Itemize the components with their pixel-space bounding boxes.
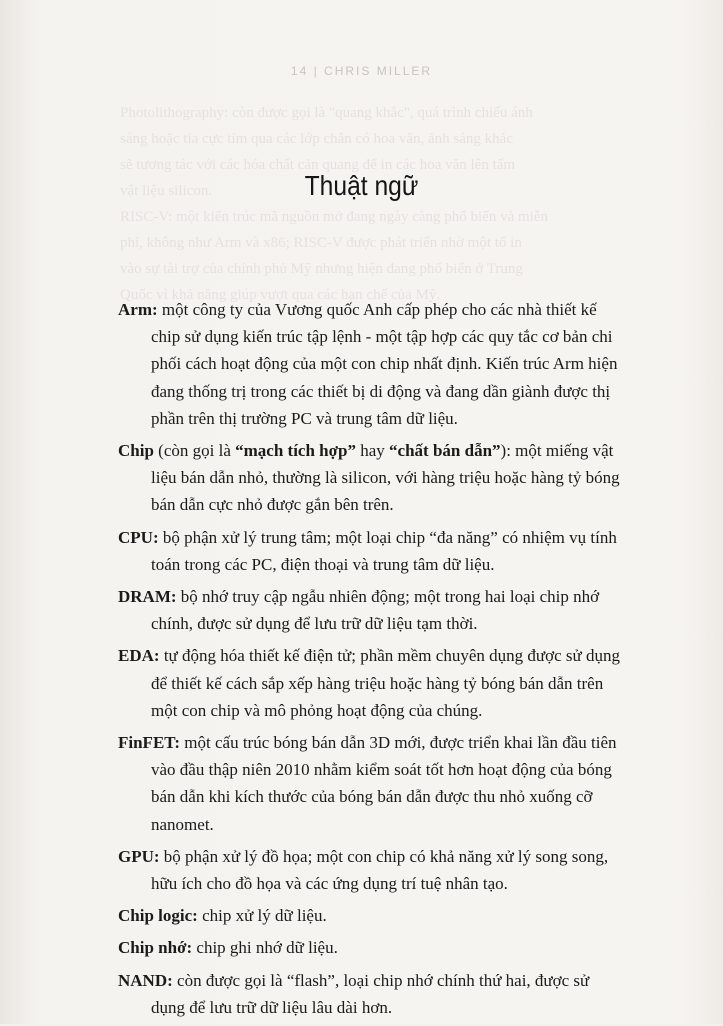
show-through-line: Photolithography: còn được gọi là "quang khắc", quá trình chiếu ánh: [120, 105, 533, 121]
glossary-definition: còn được gọi là “flash”, loại chip nhớ chính thứ hai, được sử dụng để lưu trữ dữ liệu lâu dài hơn.: [151, 970, 590, 1017]
glossary-entry-arm: [118, 296, 620, 432]
glossary-entry-chip: [118, 437, 620, 519]
glossary-definition: tự động hóa thiết kế điện tử; phần mềm chuyên dụng được sử dụng để thiết kế cách sắp xếp hàng triệu hoặc hàng tỷ bóng bán dẫn trên một con chip và mô phỏng hoạt động của chúng.: [151, 646, 620, 720]
glossary-term: Arm:: [118, 300, 158, 319]
show-through-text: [120, 100, 680, 308]
glossary-entry-dram: [118, 583, 620, 637]
glossary-definition: một công ty của Vương quốc Anh cấp phép cho các nhà thiết kế chip sử dụng kiến trúc tập lệnh - một tập hợp các quy tắc cơ bản chi phối cách hoạt động của một con chip nhất định. Kiến trúc Arm hiện đang thống trị trong các thiết bị di động và đang dần giành được thị phần trên thị trường PC và trung tâm dữ liệu.: [151, 300, 618, 428]
glossary-term: Chip logic:: [118, 906, 198, 926]
glossary-term: EDA:: [118, 646, 160, 666]
glossary-definition: chip ghi nhớ dữ liệu.: [192, 938, 338, 958]
glossary-definition: chip xử lý dữ liệu.: [197, 906, 327, 926]
show-through-line: phí, không như Arm và x86; RISC-V được phát triển nhờ một tổ in: [120, 235, 522, 251]
glossary-term: GPU:: [118, 846, 160, 866]
glossary-entry-cpu: [118, 524, 620, 578]
show-through-line: sẽ tương tác với các hóa chất cản quang để in các hoa văn lên tấm: [120, 157, 516, 173]
glossary-definition-part: ): một miếng vật liệu bán dẫn nhỏ, thường là silicon, với hàng triệu hoặc hàng tỷ bóng bán dẫn cực nhỏ được gắn bên trên.: [151, 441, 620, 515]
glossary-list: [118, 296, 620, 1026]
glossary-definition-part: (còn gọi là: [153, 441, 236, 461]
glossary-definition: bộ phận xử lý đồ họa; một con chip có khả năng xử lý song song, hữu ích cho đồ họa và các ứng dụng trí tuệ nhân tạo.: [151, 846, 609, 894]
glossary-definition: một cấu trúc bóng bán dẫn 3D mới, được triển khai lần đầu tiên vào đầu thập niên 2010 nhằm kiểm soát tốt hơn hoạt động của bóng bán dẫn khi kích thước của bóng bán dẫn được thu nhỏ xuống cỡ nanomet.: [151, 733, 617, 834]
show-through-line: vật liệu silicon.: [120, 183, 213, 199]
running-head: 14 | CHRIS MILLER: [290, 64, 433, 78]
glossary-term: DRAM:: [118, 587, 177, 607]
show-through-line: vào sự tài trợ của chính phủ Mỹ nhưng hiện đang phổ biến ở Trung: [120, 261, 523, 277]
show-through-line: sáng hoặc tia cực tím qua các lớp chắn có hoa văn, ảnh sáng khác: [120, 131, 513, 147]
glossary-definition-part: hay: [356, 441, 390, 461]
show-through-line: Quốc vì khả năng giúp vượt qua các hạn chế của Mỹ.: [120, 287, 441, 303]
page-title: Thuật ngữ: [304, 170, 419, 201]
show-through-line: RISC-V: một kiến trúc mã nguồn mở đang ngày càng phổ biến và miễn: [120, 209, 548, 225]
glossary-entry-chip-logic: [118, 902, 620, 929]
glossary-synonym: “mạch tích hợp”: [235, 441, 356, 461]
glossary-term: CPU:: [118, 527, 159, 547]
glossary-entry-finfet: [118, 729, 620, 838]
glossary-entry-gpu: [118, 843, 620, 897]
glossary-definition: bộ phận xử lý trung tâm; một loại chip “đa năng” có nhiệm vụ tính toán trong các PC, điện thoại và trung tâm dữ liệu.: [151, 527, 617, 574]
glossary-entry-eda: [118, 642, 620, 724]
glossary-term: Chip: [118, 441, 154, 461]
glossary-definition: bộ nhớ truy cập ngẫu nhiên động; một trong hai loại chip nhớ chính, được sử dụng để lưu trữ dữ liệu tạm thời.: [151, 587, 600, 634]
glossary-entry-nand: [118, 967, 620, 1021]
glossary-term: NAND:: [118, 970, 173, 990]
glossary-term: Chip nhớ:: [118, 938, 193, 958]
glossary-term: FinFET:: [118, 733, 181, 753]
glossary-entry-chip-nho: [118, 934, 620, 961]
glossary-synonym: “chất bán dẫn”: [389, 441, 501, 461]
